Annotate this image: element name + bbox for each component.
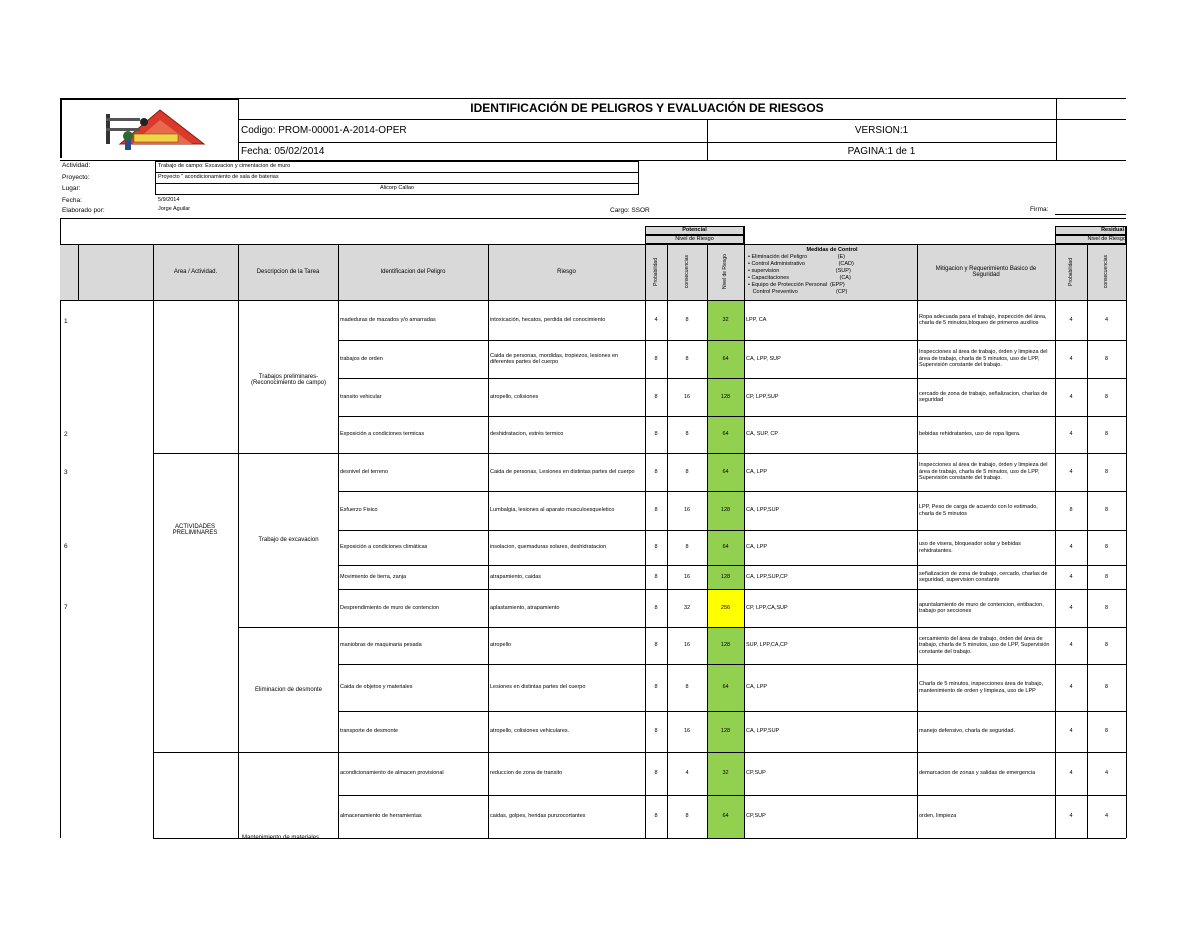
cell-riesgo: Caida de personas, Lesiones en distintas partes del cuerpo: [490, 468, 635, 475]
cell-rp: 4: [1069, 355, 1073, 362]
cell-n: 32: [722, 770, 729, 777]
cell-rp: 4: [1069, 770, 1073, 777]
cell-peligro: Movimiento de tierra, zanja: [340, 573, 407, 580]
document-code: Codigo: PROM-00001-A-2014-OPER: [241, 125, 407, 136]
task-label: Eliminacion de desmonte: [254, 686, 323, 693]
potencial-header: Potencial: [682, 227, 707, 233]
cell-medidas: CA, SUP, CP: [746, 431, 778, 438]
task-label: Trabajos preliminares- (Reconocimiento de campo): [250, 373, 327, 386]
document-date: Fecha: 05/02/2014: [241, 146, 325, 157]
document-page: PAGINA:1 de 1: [847, 146, 916, 157]
actividad-label: Actividad:: [62, 162, 91, 169]
cell-n: 64: [722, 813, 729, 820]
cell-mitigacion: señalizacion de zona de trabajo, cercado, charlas de seguridad, supervision constante: [919, 570, 1048, 583]
cell-riesgo: intoxicación, hecatos, perdida del conocimiento: [490, 316, 606, 323]
cell-rc: 8: [1104, 642, 1109, 649]
cell-medidas: CA, LPP,SUP: [746, 507, 780, 514]
cell-rc: 8: [1104, 573, 1109, 580]
fecha-value: 5/9/2014: [158, 197, 180, 203]
cell-c: 32: [683, 604, 691, 611]
cell-n: 128: [720, 573, 731, 580]
cell-peligro: desnivel del terreno: [340, 468, 389, 475]
cell-p: 8: [654, 544, 658, 551]
cell-rc: 4: [1104, 770, 1109, 777]
cell-n: 256: [720, 604, 731, 611]
cell-rc: 8: [1104, 507, 1109, 514]
cell-mitigacion: Inspecciones al área de trabajo, órden y limpieza del área de trabajo, charla de 5 minutos, uso de LPP, Supervisión constante del trabajo.: [919, 349, 1048, 369]
lugar-value: Alicorp Callao: [380, 185, 414, 191]
cell-peligro: Exposición a condiciones termicas: [340, 431, 425, 438]
task-label: Trabajo de excavacion: [258, 536, 319, 543]
cell-c: 8: [685, 684, 689, 691]
lugar-label: Lugar:: [62, 185, 81, 192]
potencial-nivel-header: Nivel de Riesgo: [675, 236, 714, 242]
cell-p: 8: [654, 468, 658, 475]
col-consecuencias: consecuencias: [683, 255, 690, 289]
cell-mitigacion: Charla de 5 minutos, inspecciones área de trabajo, mantenimiento de orden y limpieza, uso de LPP: [919, 681, 1044, 694]
cell-rc: 4: [1104, 813, 1109, 820]
cell-c: 8: [685, 431, 689, 438]
cell-rp: 4: [1069, 544, 1073, 551]
cell-n: 64: [722, 468, 729, 475]
cell-n: 128: [720, 642, 731, 649]
cell-peligro: Desprendimiento de muro de contencion: [340, 604, 440, 611]
cell-riesgo: Lumbalgia, lesiones al aparato musculoesqueletico: [490, 507, 615, 514]
cell-medidas: CP,SUP: [746, 813, 766, 820]
row-number: 3: [64, 469, 68, 476]
document-version: VERSION:1: [854, 125, 909, 136]
cell-c: 16: [683, 507, 691, 514]
col-medidas: Medidas de Control • Eliminación del Peligro (E) • Control Administrativo (CAD) • supervision (SUP) • Capacitaciones (CA) • Equipo de Protección Personal (EPP) Control Preventivo (CP): [748, 247, 858, 295]
col-mitigacion: Mitigacion y Requerimiento Basico de Seguridad: [935, 265, 1037, 278]
cell-medidas: CA, LPP,SUP,CP: [746, 573, 788, 580]
cell-mitigacion: demarcacion de zonas y salidas de emergencia: [919, 770, 1036, 777]
cell-c: 8: [685, 468, 689, 475]
cell-riesgo: insolacion, quemaduras solares, deshidratacion: [490, 544, 607, 551]
firma-field: Firma:: [1030, 206, 1049, 213]
col-peligro: Identificacion del Peligro: [380, 268, 446, 275]
page-title: IDENTIFICACIÓN DE PELIGROS Y EVALUACIÓN DE RIESGOS: [470, 101, 824, 115]
cell-mitigacion: orden, limpieza: [919, 813, 957, 820]
cell-riesgo: reduccion de zona de transito: [490, 770, 563, 777]
cell-p: 8: [654, 770, 658, 777]
cell-p: 8: [654, 393, 658, 400]
cell-rc: 8: [1104, 684, 1109, 691]
cell-mitigacion: Inspecciones al área de trabajo, órden y limpieza del área de trabajo, charla de 5 minutos, uso de LPP, Supervisión constante del trabajo.: [919, 462, 1048, 482]
cell-c: 16: [683, 573, 691, 580]
cell-medidas: CA, LPP,SUP: [746, 728, 780, 735]
cell-mitigacion: LPP, Peso de carga de acuerdo con lo estimado, charla de 5 minutos: [919, 504, 1038, 517]
residual-header: Residual: [1101, 227, 1124, 233]
cell-rp: 4: [1069, 316, 1073, 323]
cell-c: 8: [685, 316, 689, 323]
cell-rc: 8: [1104, 393, 1109, 400]
cell-riesgo: atropello: [490, 642, 512, 649]
row-number: 6: [64, 543, 68, 550]
cell-rp: 4: [1069, 468, 1073, 475]
cell-peligro: transito vehicular: [340, 393, 382, 400]
cell-p: 8: [654, 642, 658, 649]
cell-n: 128: [720, 728, 731, 735]
col-riesgo: Riesgo: [557, 268, 576, 275]
cell-mitigacion: apuntalamiento de muro de contencion, entibacion, trabajo por secciones: [919, 601, 1044, 614]
area-activities-label: ACTIVIDADES PRELIMINARES: [172, 523, 218, 536]
actividad-value: Trabajo de campo: Excavacion y cimentacion de muro: [158, 163, 291, 169]
cell-n: 32: [722, 316, 729, 323]
cell-rp: 4: [1069, 573, 1073, 580]
cell-n: 128: [720, 507, 731, 514]
cell-peligro: Caida de objetos y materiales: [340, 684, 413, 691]
cell-riesgo: aplastamiento, atrapamiento: [490, 604, 560, 611]
cell-mitigacion: manejo defensivo, charla de seguridad.: [919, 728, 1016, 735]
company-logo: [100, 104, 210, 154]
cell-c: 16: [683, 393, 691, 400]
cell-peligro: transporte de desmonte: [340, 728, 399, 735]
cell-p: 8: [654, 431, 658, 438]
cell-medidas: CP, LPP,CA,SUP: [746, 604, 788, 611]
cell-rc: 8: [1104, 728, 1109, 735]
cell-riesgo: atrapamiento, caidas: [490, 573, 542, 580]
cell-n: 64: [722, 355, 729, 362]
cell-rc: 8: [1104, 431, 1109, 438]
proyecto-label: Proyecto:: [62, 174, 90, 181]
cell-mitigacion: cercamiento del área de trabajo, órden del área de trabajo, charla de 5 minutos, uso de LPP, Supervisión constante del trabajo.: [919, 635, 1050, 655]
cell-peligro: trabajos de orden: [340, 355, 383, 362]
col-probabilidad: Probabilidad: [652, 258, 659, 286]
cell-p: 8: [654, 604, 658, 611]
cell-rc: 8: [1104, 604, 1109, 611]
col-nivel: Nivel de Riesgo: [722, 254, 729, 290]
cell-rp: 4: [1069, 393, 1073, 400]
cell-peligro: Exposición a condiciones climáticas: [340, 544, 428, 551]
cell-c: 16: [683, 728, 691, 735]
cell-c: 4: [685, 770, 689, 777]
cell-riesgo: atropello, colisiones: [490, 393, 539, 400]
col-res-probabilidad: Probabilidad: [1067, 258, 1074, 286]
cell-medidas: CP, LPP,SUP: [746, 393, 779, 400]
cell-rp: 4: [1069, 813, 1073, 820]
cell-rc: 8: [1104, 468, 1109, 475]
col-area: Area / Actividad.: [173, 268, 218, 275]
cell-rp: 4: [1069, 431, 1073, 438]
proyecto-value: Proyecto " acondicionamiento de sala de baterias: [158, 174, 279, 180]
cell-rp: 4: [1069, 684, 1073, 691]
cell-n: 128: [720, 393, 731, 400]
col-res-consecuencias: consecuencias: [1103, 255, 1110, 289]
cell-n: 64: [722, 431, 729, 438]
cell-peligro: almacenamiento de herramientas: [340, 813, 422, 820]
cell-c: 16: [683, 642, 691, 649]
cell-riesgo: atropello, colisiones vehiculares.: [490, 728, 570, 735]
cell-c: 8: [685, 544, 689, 551]
cell-peligro: Esfuerzo Fisico: [340, 507, 378, 514]
row-number: 7: [64, 604, 68, 611]
cell-peligro: acondicionamiento de almacen provisional: [340, 770, 444, 777]
cell-p: 8: [654, 728, 658, 735]
cell-p: 8: [654, 573, 658, 580]
task-label: Mantenimiento de materiales: [242, 835, 320, 838]
cell-riesgo: deshidratacion, estrés termico: [490, 431, 564, 438]
cell-mitigacion: Ropa adecuada para el trabajo, inspección del área, charla de 5 minutos,bloqueo de primeros auxilios: [919, 313, 1047, 326]
cell-rp: 4: [1069, 728, 1073, 735]
cell-mitigacion: bebidas rehidratantes, uso de ropa ligera.: [919, 431, 1021, 438]
cell-medidas: CA, LPP: [746, 544, 768, 551]
elaborado-value: Jorge Aguilar: [158, 206, 191, 212]
cell-medidas: CP,SUP: [746, 770, 766, 777]
cell-rc: 8: [1104, 355, 1109, 362]
cell-riesgo: Lesiones en distintas partes del cuerpo: [490, 684, 586, 691]
cell-rp: 8: [1069, 507, 1073, 514]
cell-p: 4: [654, 316, 658, 323]
cell-p: 8: [654, 355, 658, 362]
col-descripcion: Descripcion de la Tarea: [256, 268, 320, 275]
cell-rc: 8: [1104, 544, 1109, 551]
cell-peligro: madeduras de mazados y/o amarradas: [340, 316, 436, 323]
cell-medidas: LPP, CA: [746, 316, 767, 323]
cell-rp: 4: [1069, 642, 1073, 649]
row-number: 2: [64, 431, 68, 438]
cell-peligro: maniobras de maquinaria pesada: [340, 642, 422, 649]
cell-medidas: CA, LPP, SUP: [746, 355, 781, 362]
cell-p: 8: [654, 813, 658, 820]
cell-mitigacion: uso de visera, bloqueador solar y bebidas rehidratantes.: [919, 541, 1021, 554]
cell-riesgo: caidas, golpes, heridas punzocortantes: [490, 813, 586, 820]
cell-n: 64: [722, 684, 729, 691]
cell-medidas: CA, LPP: [746, 468, 768, 475]
fecha-label: Fecha:: [62, 197, 82, 204]
cell-c: 8: [685, 355, 689, 362]
cell-p: 8: [654, 684, 658, 691]
cell-rc: 4: [1104, 316, 1109, 323]
cell-c: 8: [685, 813, 689, 820]
cargo-field: Cargo: SSOR: [610, 207, 650, 214]
cell-medidas: CA, LPP: [746, 684, 768, 691]
cell-mitigacion: cercado de zona de trabajo, señalizacion, charlas de seguridad: [919, 390, 1048, 403]
cell-rp: 4: [1069, 604, 1073, 611]
elaborado-label: Elaborado por:: [62, 207, 105, 214]
residual-nivel-header: Nivel de Riesgo: [1087, 236, 1126, 242]
cell-medidas: SUP, LPP,CA,CP: [746, 642, 788, 649]
cell-riesgo: Caida de personas, mordidas, tropiezos, lesiones en diferentes partes del cuerpo: [490, 352, 619, 365]
cell-n: 64: [722, 544, 729, 551]
cell-p: 8: [654, 507, 658, 514]
row-number: 1: [64, 318, 68, 325]
